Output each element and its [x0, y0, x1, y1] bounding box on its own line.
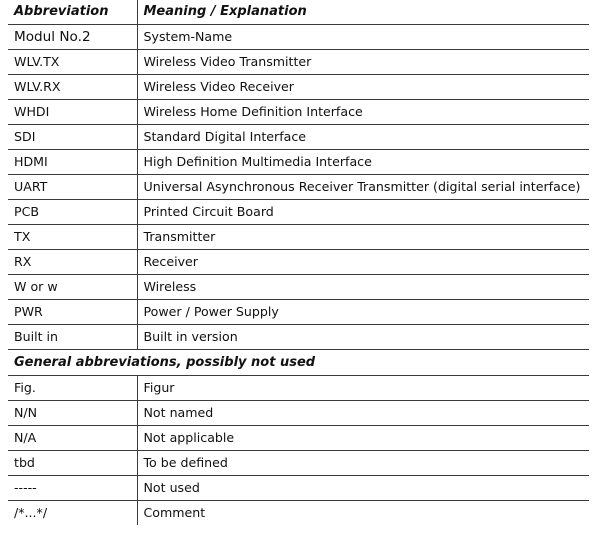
section-header-row [8, 350, 589, 376]
abbreviation-cell: Modul No.2 [8, 25, 137, 50]
table-row [8, 250, 589, 275]
table-row [8, 200, 589, 225]
meaning-cell: High Definition Multimedia Interface [137, 150, 589, 175]
abbreviation-cell: N/N [8, 401, 137, 426]
meaning-cell: Not applicable [137, 426, 589, 451]
meaning-cell: Built in version [137, 325, 589, 350]
table-row [8, 401, 589, 426]
table-row [8, 175, 589, 200]
table-row [8, 501, 589, 526]
table-row [8, 225, 589, 250]
abbreviation-cell: PCB [8, 200, 137, 225]
meaning-cell: Wireless Video Receiver [137, 75, 589, 100]
table-row [8, 75, 589, 100]
meaning-cell: Universal Asynchronous Receiver Transmitter (digital serial interface) [137, 175, 589, 200]
abbreviation-cell: RX [8, 250, 137, 275]
meaning-cell: Wireless Home Definition Interface [137, 100, 589, 125]
meaning-cell: Figur [137, 376, 589, 401]
table-row [8, 150, 589, 175]
abbreviation-cell: PWR [8, 300, 137, 325]
abbreviation-cell: HDMI [8, 150, 137, 175]
abbreviation-cell: WLV.RX [8, 75, 137, 100]
meaning-cell: System-Name [137, 25, 589, 50]
table-row [8, 451, 589, 476]
meaning-cell: To be defined [137, 451, 589, 476]
table-row [8, 50, 589, 75]
meaning-cell: Power / Power Supply [137, 300, 589, 325]
meaning-cell: Standard Digital Interface [137, 125, 589, 150]
abbreviation-cell: Fig. [8, 376, 137, 401]
meaning-cell: Printed Circuit Board [137, 200, 589, 225]
table-row [8, 426, 589, 451]
table-row [8, 325, 589, 350]
abbreviation-cell: W or w [8, 275, 137, 300]
meaning-cell: Transmitter [137, 225, 589, 250]
meaning-cell: Wireless [137, 275, 589, 300]
table-row [8, 376, 589, 401]
abbreviation-cell: WHDI [8, 100, 137, 125]
abbreviation-cell: ----- [8, 476, 137, 501]
abbreviation-cell: TX [8, 225, 137, 250]
meaning-cell: Not used [137, 476, 589, 501]
table-row [8, 476, 589, 501]
abbreviation-cell: N/A [8, 426, 137, 451]
meaning-cell: Receiver [137, 250, 589, 275]
section-title: General abbreviations, possibly not used [8, 350, 589, 376]
meaning-cell: Wireless Video Transmitter [137, 50, 589, 75]
abbreviation-table [8, 0, 589, 525]
abbreviation-cell: UART [8, 175, 137, 200]
abbreviation-document [8, 0, 589, 525]
abbreviation-cell: tbd [8, 451, 137, 476]
table-header-row [8, 0, 589, 25]
abbreviation-cell: /*...*/ [8, 501, 137, 526]
abbreviation-cell: SDI [8, 125, 137, 150]
abbreviation-cell: Built in [8, 325, 137, 350]
table-row [8, 300, 589, 325]
table-row [8, 125, 589, 150]
header-abbreviation: Abbreviation [8, 0, 137, 25]
meaning-cell: Not named [137, 401, 589, 426]
abbreviation-cell: WLV.TX [8, 50, 137, 75]
table-row [8, 100, 589, 125]
table-row [8, 275, 589, 300]
meaning-cell: Comment [143, 505, 206, 520]
header-meaning: Meaning / Explanation [137, 0, 589, 25]
table-row [8, 25, 589, 50]
